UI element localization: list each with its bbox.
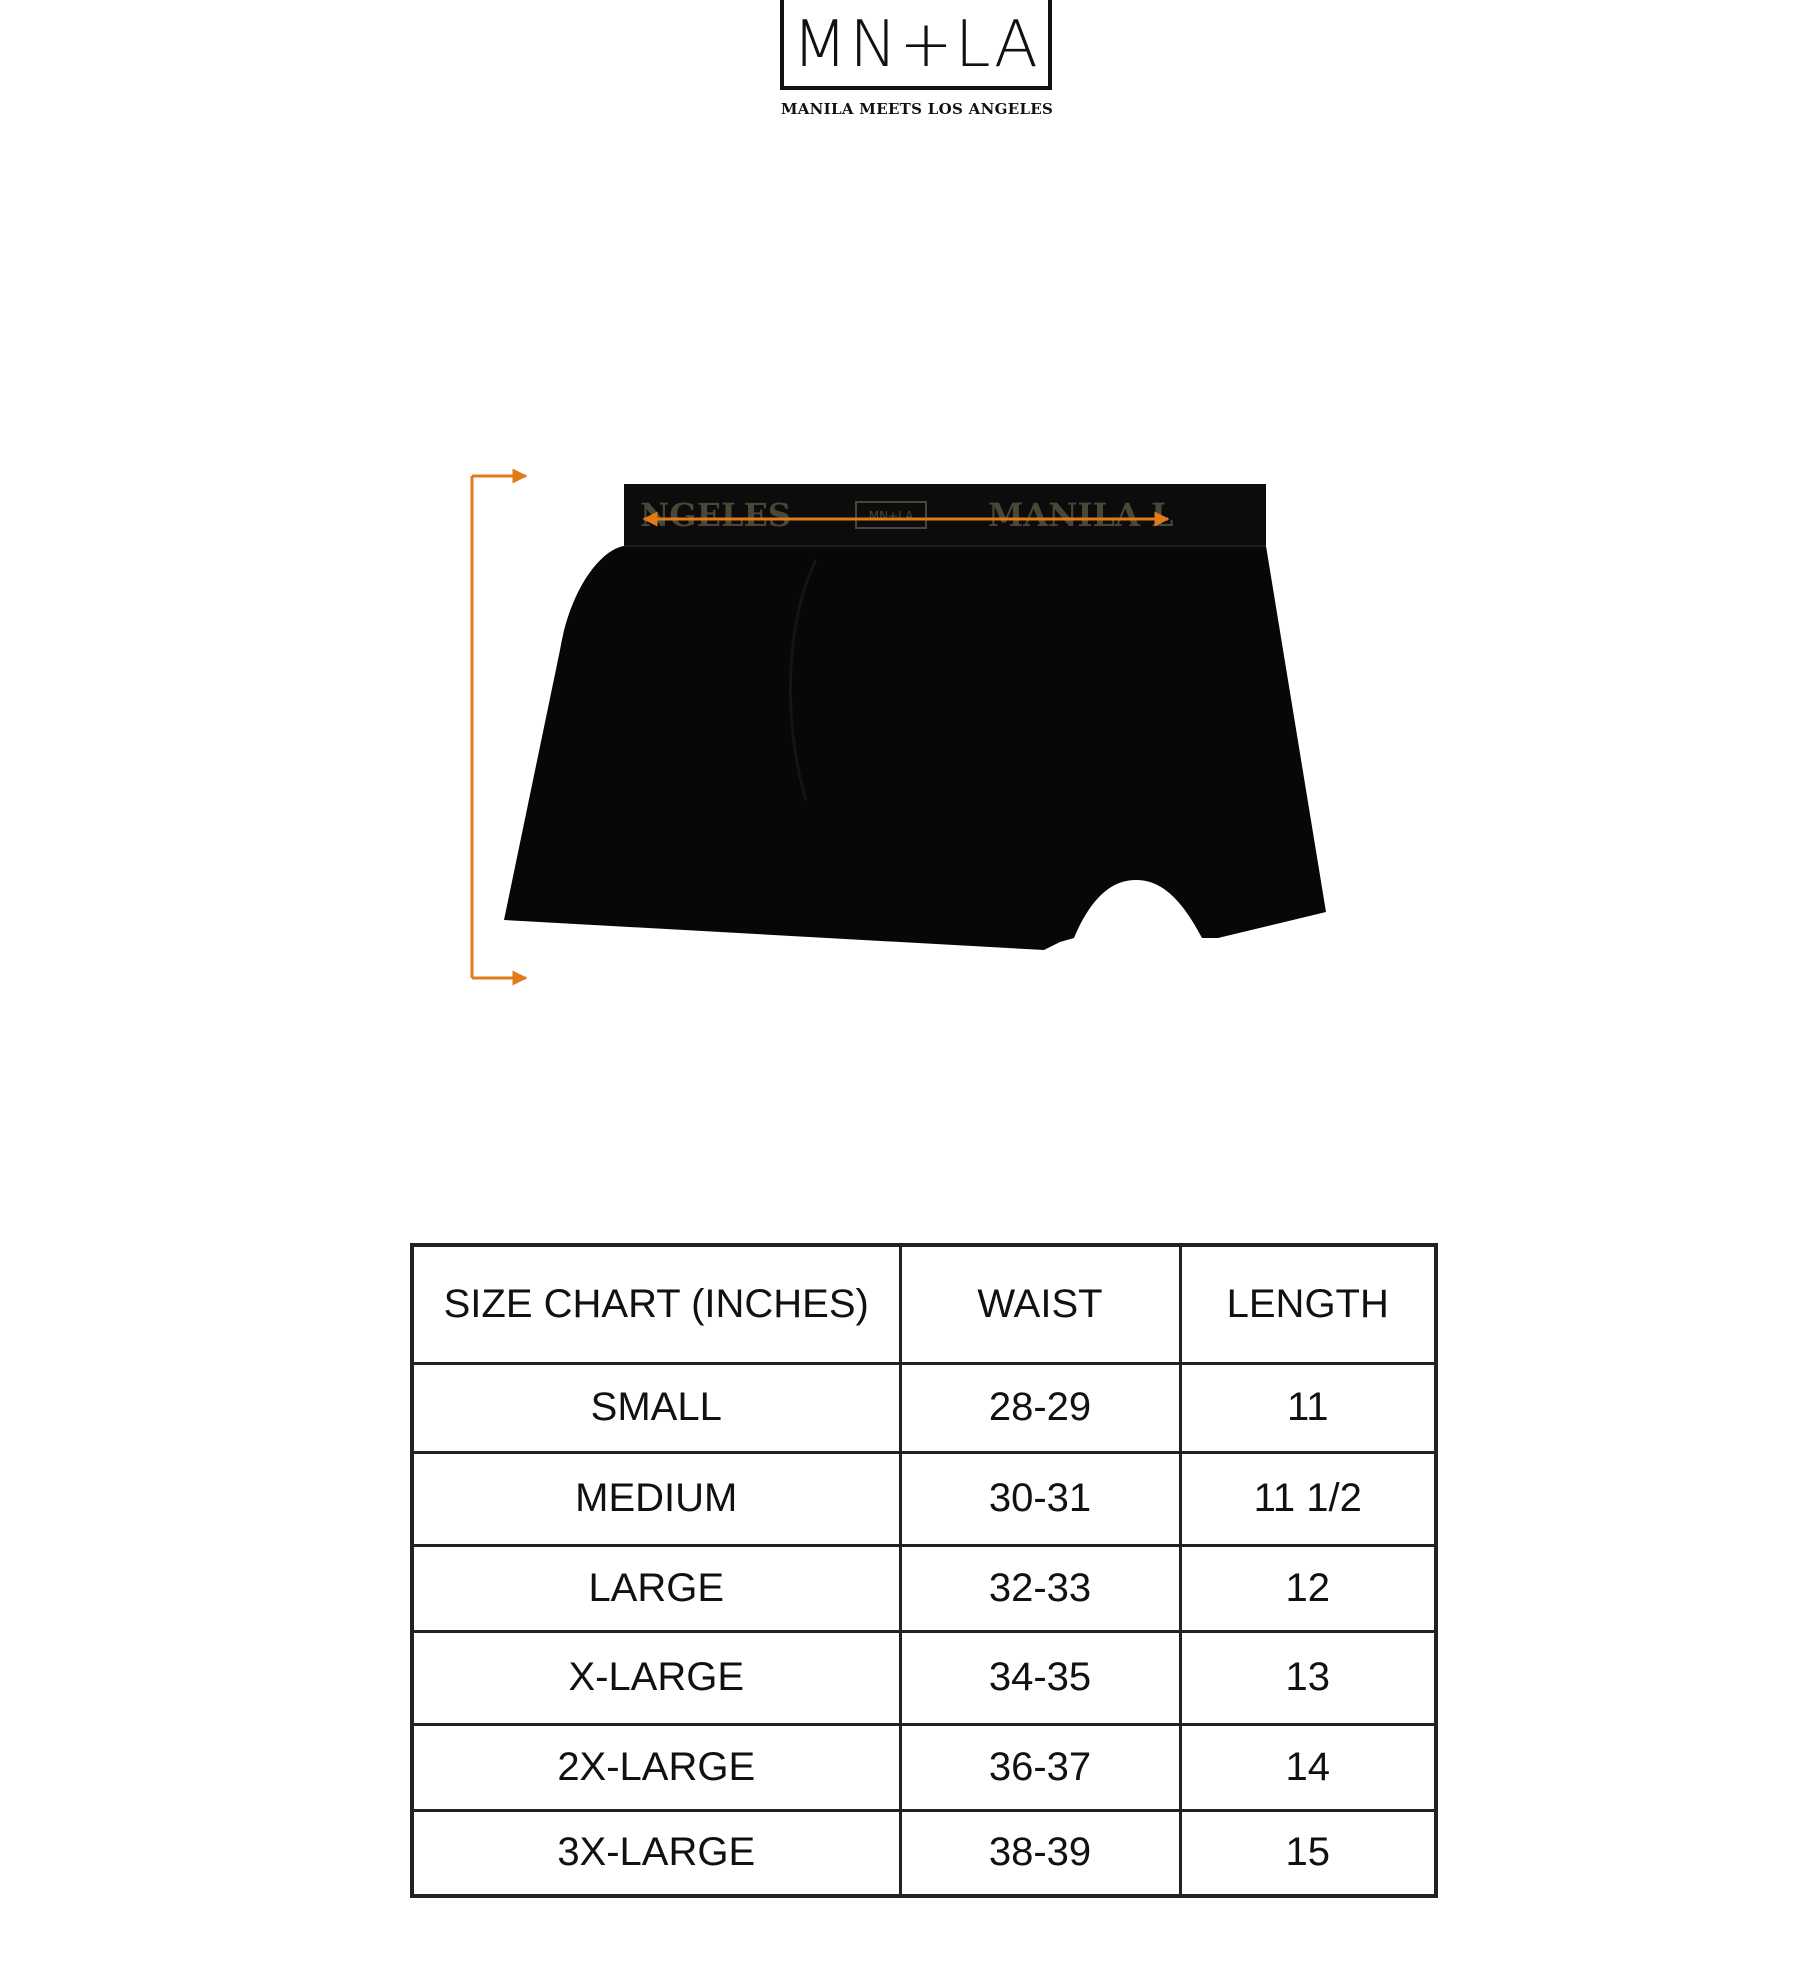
length-cell: 14	[1180, 1724, 1436, 1810]
product-illustration	[460, 460, 1340, 1020]
waist-cell: 34-35	[900, 1631, 1180, 1724]
table-row	[412, 1363, 1436, 1452]
length-cell: 15	[1180, 1810, 1436, 1896]
table-row	[412, 1452, 1436, 1545]
size-cell: SMALL	[412, 1363, 900, 1452]
table-row	[412, 1724, 1436, 1810]
waist-cell: 30-31	[900, 1452, 1180, 1545]
size-cell: 2X-LARGE	[412, 1724, 900, 1810]
size-chart-header-row	[412, 1245, 1436, 1363]
boxer-brief-garment	[504, 484, 1326, 950]
size-cell: LARGE	[412, 1545, 900, 1631]
length-cell: 11 1/2	[1180, 1452, 1436, 1545]
waistband-badge-text: MN+LA	[868, 509, 914, 523]
header-length: LENGTH	[1180, 1245, 1436, 1363]
brand-tagline: MANILA MEETS LOS ANGELES	[780, 100, 1054, 118]
size-chart-table	[410, 1243, 1438, 1898]
size-cell: X-LARGE	[412, 1631, 900, 1724]
table-row	[412, 1631, 1436, 1724]
waist-cell: 28-29	[900, 1363, 1180, 1452]
header-size-chart: SIZE CHART (INCHES)	[412, 1245, 900, 1363]
length-cell: 12	[1180, 1545, 1436, 1631]
table-row	[412, 1545, 1436, 1631]
length-cell: 11	[1180, 1363, 1436, 1452]
waistband-text-left: NGELES	[640, 496, 791, 534]
waist-cell: 38-39	[900, 1810, 1180, 1896]
brand-logo-text: MN+LA	[792, 8, 1040, 82]
size-cell: 3X-LARGE	[412, 1810, 900, 1896]
header-waist: WAIST	[900, 1245, 1180, 1363]
table-row	[412, 1810, 1436, 1896]
size-cell: MEDIUM	[412, 1452, 900, 1545]
waist-cell: 32-33	[900, 1545, 1180, 1631]
brand-logo	[780, 0, 1052, 90]
waistband-text-right: MANILA L	[988, 496, 1174, 534]
length-cell: 13	[1180, 1631, 1436, 1724]
waist-cell: 36-37	[900, 1724, 1180, 1810]
